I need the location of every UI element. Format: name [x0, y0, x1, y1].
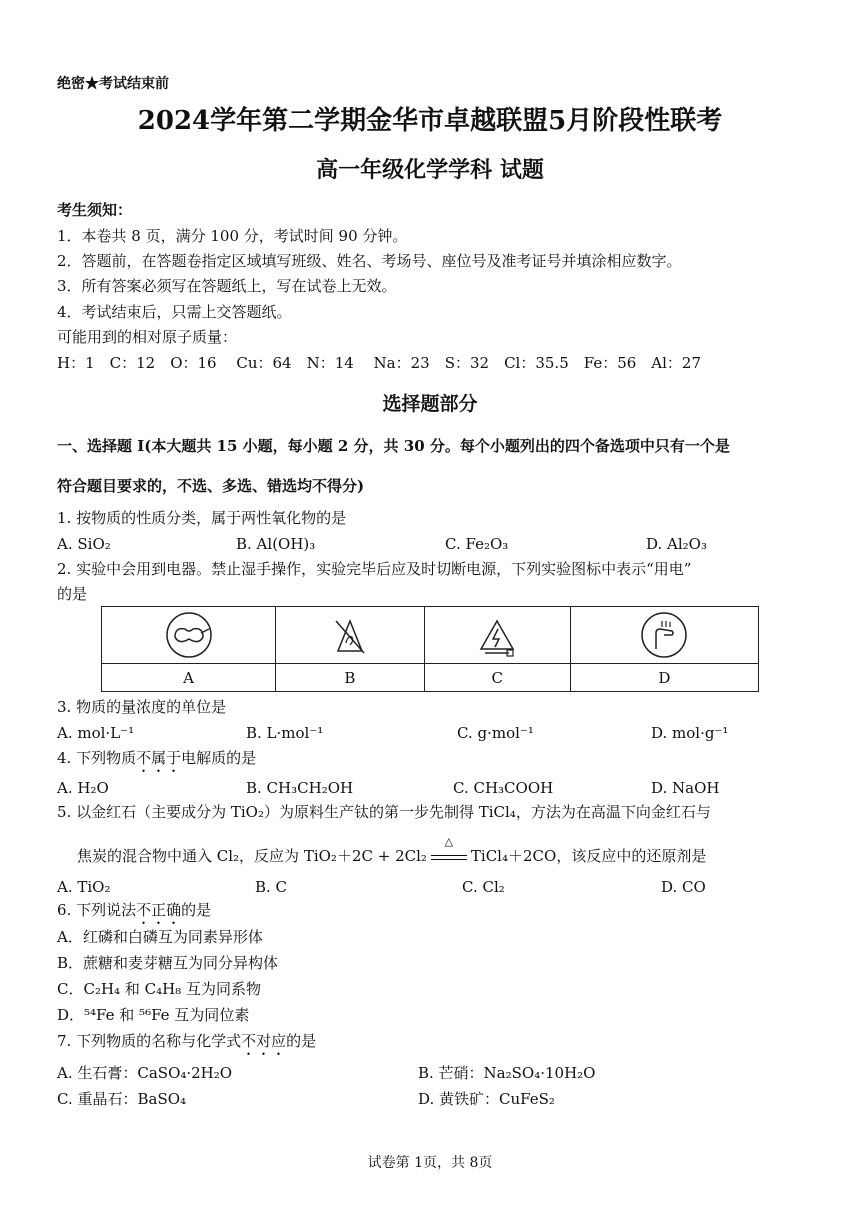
q1-option-a: A. SiO₂	[57, 535, 111, 553]
icon-label-b: B	[276, 664, 424, 692]
q7-option-c: C. 重晶石：BaSO₄	[57, 1090, 187, 1108]
icon-label-d: D	[570, 664, 758, 692]
exam-title: 2024学年第二学期金华市卓越联盟5月阶段性联考	[137, 106, 723, 136]
q4-option-b: B. CH₃CH₂OH	[246, 779, 354, 797]
electricity-icon	[471, 609, 523, 661]
notice-item: 4．考试结束后，只需上交答题纸。	[57, 303, 292, 321]
q6-option-a: A．红磷和白磷互为同素异形体	[57, 928, 263, 946]
q5-option-a: A. TiO₂	[57, 878, 111, 896]
secret-mark: 绝密★考试结束前	[57, 76, 169, 92]
q2-stem-cont: 的是	[57, 585, 88, 603]
section-instruction: 一、选择题 I(本大题共 15 小题，每小题 2 分，共 30 分。每个小题列出的四个备选项中只有一个是	[57, 437, 730, 455]
q2-stem: 2. 实验中会用到电器。禁止湿手操作，实验完毕后应及时切断电源，下列实验图标中表示“用电”	[57, 560, 692, 578]
q1-stem: 1. 按物质的性质分类，属于两性氧化物的是	[57, 509, 347, 527]
q5-stem-cont: 焦炭的混合物中通入 Cl₂，反应为 TiO₂＋2C + 2Cl₂ △ TiCl₄＋2CO，该反应中的还原剂是	[77, 835, 707, 865]
emphasis-text: 不正确	[136, 901, 182, 919]
q4-option-a: A. H₂O	[57, 779, 109, 797]
icon-label-c: C	[424, 664, 570, 692]
q6-option-c: C．C₂H₄ 和 C₄H₈ 互为同系物	[57, 980, 261, 998]
section-title: 选择题部分	[382, 393, 478, 415]
goggles-icon	[163, 609, 215, 661]
q3-option-b: B. L·mol⁻¹	[246, 724, 324, 742]
page-footer: 试卷第 1页，共 8页	[367, 1155, 493, 1171]
q3-option-d: D. mol·g⁻¹	[651, 724, 729, 742]
notice-heading: 考生须知：	[57, 201, 133, 219]
notice-item: 2．答题前，在答题卷指定区域填写班级、姓名、考场号、座位号及准考证号并填涂相应数字。	[57, 252, 682, 270]
icon-cell-d	[570, 607, 758, 664]
q6-stem: 6. 下列说法不正确的是	[57, 901, 212, 919]
q7-option-d: D. 黄铁矿：CuFeS₂	[418, 1090, 555, 1108]
section-instruction-cont: 符合题目要求的，不选、多选、错选均不得分)	[57, 477, 365, 495]
q3-option-a: A. mol·L⁻¹	[57, 724, 135, 742]
reaction-arrow	[427, 835, 471, 866]
q4-stem: 4. 下列物质不属于电解质的是	[57, 749, 257, 767]
q1-option-b: B. Al(OH)₃	[236, 535, 316, 553]
q7-option-b: B. 芒硝：Na₂SO₄·10H₂O	[418, 1064, 596, 1082]
q6-option-b: B．蔗糖和麦芽糖互为同分异构体	[57, 954, 279, 972]
q1-option-c: C. Fe₂O₃	[445, 535, 509, 553]
q5-option-d: D. CO	[661, 878, 706, 896]
q7-option-a: A. 生石膏：CaSO₄·2H₂O	[57, 1064, 233, 1082]
q4-option-c: C. CH₃COOH	[453, 779, 554, 797]
heat-mark: △	[444, 835, 454, 848]
icon-cell-a	[102, 607, 276, 664]
exam-subtitle: 高一年级化学学科 试题	[316, 157, 544, 183]
q1-option-d: D. Al₂O₃	[646, 535, 707, 553]
atomic-mass-list: H：1 C：12 O：16 Cu：64 N：14 Na：23 S：32 Cl：35.5 Fe：56 Al：27	[57, 354, 702, 372]
icon-cell-c	[424, 607, 570, 664]
q5-stem: 5. 以金红石（主要成分为 TiO₂）为原料生产钛的第一步先制得 TiCl₄，方法为在高温下向金红石与	[57, 803, 711, 821]
q3-option-c: C. g·mol⁻¹	[457, 724, 534, 742]
notice-item: 1．本卷共 8 页，满分 100 分，考试时间 90 分钟。	[57, 227, 408, 245]
q5-option-b: B. C	[255, 878, 288, 896]
icon-label-a: A	[102, 664, 276, 692]
q4-option-d: D. NaOH	[651, 779, 720, 797]
emphasis-text: 不对应	[241, 1032, 287, 1050]
notice-item: 3．所有答案必须写在答题纸上，写在试卷上无效。	[57, 277, 397, 295]
hand-wash-icon	[638, 609, 690, 661]
q3-stem: 3. 物质的量浓度的单位是	[57, 698, 227, 716]
no-fire-icon	[324, 609, 376, 661]
q7-stem: 7. 下列物质的名称与化学式不对应的是	[57, 1032, 317, 1050]
q6-option-d: D．⁵⁴Fe 和 ⁵⁶Fe 互为同位素	[57, 1006, 250, 1024]
icon-cell-b	[276, 607, 424, 664]
q5-option-c: C. Cl₂	[462, 878, 505, 896]
q2-icon-table	[101, 606, 759, 692]
atomic-mass-label: 可能用到的相对原子质量：	[57, 328, 238, 346]
emphasis-text: 不属于	[136, 749, 182, 767]
